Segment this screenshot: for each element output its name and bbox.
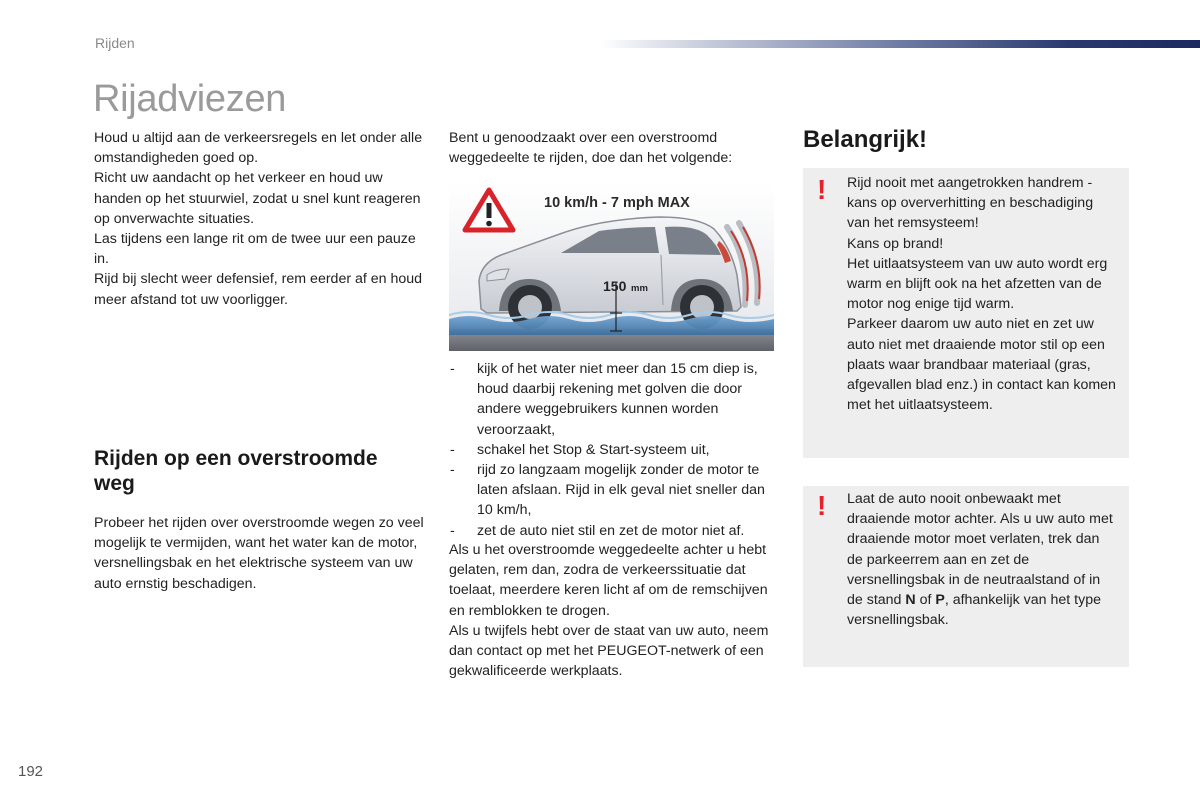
intro-paragraph: Las tijdens een lange rit om de twee uur een pauze in.	[94, 231, 416, 268]
gear-n-label: N	[905, 592, 916, 609]
important-heading: Belangrijk!	[803, 126, 928, 153]
instructions-intro-text: Bent u genoodzaakt over een overstroomd weggedeelte te rijden, doe dan het volgende:	[449, 130, 733, 167]
instruction-list	[449, 359, 779, 541]
list-marker: -	[450, 522, 455, 539]
warning-paragraph: Het uitlaatsysteem van uw auto wordt erg warm en blijft ook na het afzetten van de motor nog enige tijd warm.	[847, 255, 1108, 313]
list-item-text: schakel het Stop & Start-systeem uit,	[477, 441, 710, 458]
flooded-road-heading: Rijden op een overstroomde weg	[94, 447, 378, 495]
flooded-road-illustration	[449, 183, 774, 351]
warning-exclamation-icon: !	[817, 174, 827, 205]
intro-paragraph: Houd u altijd aan de verkeersregels en let onder alle omstandigheden goed op.	[94, 130, 423, 167]
list-item	[449, 460, 779, 521]
warning-box-handbrake	[803, 168, 1129, 458]
warning-text-part: Laat de auto nooit onbewaakt met draaiende motor achter. Als u uw auto met draaiende motor moet verlaten, trek dan de parkeerrem aan en zet de versnellingsbak in de neutraalstand of in de stand	[847, 491, 1113, 609]
warning-paragraph: Kans op brand!	[847, 235, 944, 252]
depth-value: 150	[603, 278, 627, 294]
warning-paragraph: Rijd nooit met aangetrokken handrem - kans op oververhitting en beschadiging van het remsysteem!	[847, 175, 1094, 232]
list-item-text: zet de auto niet stil en zet de motor niet af.	[477, 522, 745, 539]
page-title: Rijadviezen	[93, 78, 287, 120]
list-item	[449, 359, 779, 440]
list-marker: -	[450, 462, 455, 479]
warning-text-part: , afhankelijk van het type versnellingsbak.	[847, 592, 1101, 629]
list-item	[449, 521, 779, 541]
list-marker: -	[450, 361, 455, 377]
flooded-road-body: Probeer het rijden over overstroomde wegen zo veel mogelijk te vermijden, want het water kan de motor, versnellingsbak en het elektrische systeem van uw auto ernstig beschadigen.	[94, 515, 424, 592]
page-number: 192	[18, 763, 44, 780]
warning-text	[847, 489, 1119, 630]
warning-exclamation-icon: !	[817, 490, 827, 521]
after-paragraph: Als u het overstroomde weggedeelte achter u hebt gelaten, rem dan, zodra de verkeerssituatie dat toelaat, meerdere keren licht af om de remschijven en remblokken te drogen.	[449, 542, 768, 619]
warning-box-unattended	[803, 486, 1129, 667]
speed-limit-label: 10 km/h - 7 mph MAX	[544, 195, 690, 211]
list-item-text: rijd zo langzaam mogelijk zonder de motor te laten afslaan. Rijd in elk geval niet sneller dan 10 km/h,	[477, 462, 765, 519]
section-label: Rijden	[95, 35, 135, 51]
after-instructions	[449, 540, 779, 681]
intro-paragraph: Richt uw aandacht op het verkeer en houd uw handen op het stuurwiel, zodat u snel kunt reageren op onverwachte situaties.	[94, 170, 421, 227]
warning-text	[847, 173, 1119, 415]
gear-p-label: P	[935, 592, 945, 609]
depth-unit: mm	[631, 283, 648, 294]
instructions-intro	[449, 128, 779, 168]
intro-paragraph: Rijd bij slecht weer defensief, rem eerder af en houd meer afstand tot uw voorligger.	[94, 271, 423, 308]
list-item-text: kijk of het water niet meer dan 15 cm diep is, houd daarbij rekening met golven die door andere weggebruikers kunnen worden veroorzaakt,	[477, 361, 758, 438]
header-bar	[600, 40, 1200, 48]
warning-text-part: of	[915, 592, 936, 609]
list-marker: -	[450, 441, 455, 458]
warning-paragraph: Parkeer daarom uw auto niet en zet uw auto niet met draaiende motor stil op een plaats waar brandbaar materiaal (gras, afgevallen blad enz.) in contact kan komen met het uitlaatsysteem.	[847, 316, 1116, 414]
after-paragraph: Als u twijfels hebt over de staat van uw auto, neem dan contact op met het PEUGEOT-netwerk of een gekwalificeerde werkplaats.	[449, 622, 769, 680]
list-item	[449, 440, 779, 460]
intro-text	[94, 128, 424, 310]
